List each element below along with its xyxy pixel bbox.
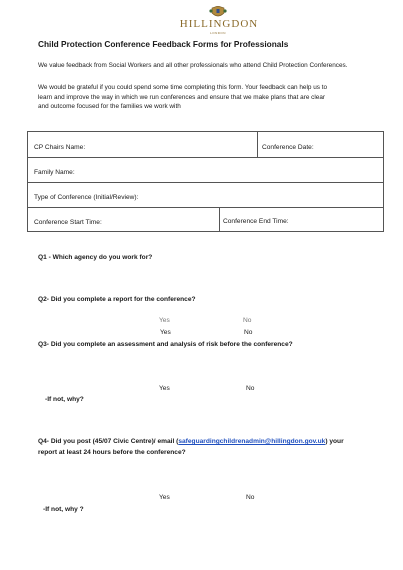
question-4-line-2: report at least 24 hours before the conference? xyxy=(38,449,186,456)
intro-text: We value feedback from Social Workers and all other professionals who attend Child Protection Conferences. xyxy=(38,62,348,69)
start-time-label: Conference Start Time: xyxy=(34,219,102,226)
q4-no-option[interactable]: No xyxy=(246,494,255,501)
para-line-2: learn and improve the way in which we run conferences and ensure that we make plans that are clear xyxy=(38,93,326,101)
q3-no-option[interactable]: No xyxy=(246,385,255,392)
table-row xyxy=(28,132,383,158)
q4-text-prefix: Q4- Did you post (45/07 Civic Centre)/ email ( xyxy=(38,438,179,445)
conference-date-label: Conference Date: xyxy=(262,144,314,151)
conference-type-label: Type of Conference (Initial/Review): xyxy=(34,194,139,201)
page-title: Child Protection Conference Feedback Forms for Professionals xyxy=(38,39,289,49)
q3-if-not-why: -If not, why? xyxy=(45,396,84,403)
q3-yes-option[interactable]: Yes xyxy=(159,385,170,392)
conference-details-table xyxy=(27,131,384,232)
table-divider xyxy=(219,208,220,232)
q4-yes-option[interactable]: Yes xyxy=(159,494,170,501)
q2-yes-option[interactable]: Yes xyxy=(159,317,170,324)
question-3: Q3- Did you complete an assessment and analysis of risk before the conference? xyxy=(38,341,293,348)
table-row xyxy=(28,208,383,232)
safeguarding-email-link[interactable]: safeguardingchildrenadmin@hillingdon.gov.uk xyxy=(178,438,326,445)
q4-if-not-why: -If not, why ? xyxy=(43,506,84,513)
logo-subtext: LONDON xyxy=(210,31,226,35)
question-2: Q2- Did you complete a report for the conference? xyxy=(38,296,196,303)
cp-chairs-name-label: CP Chairs Name: xyxy=(34,144,86,151)
q2-no-option-alt[interactable]: No xyxy=(244,329,253,336)
table-row xyxy=(28,183,383,208)
table-divider xyxy=(257,132,258,157)
table-row xyxy=(28,158,383,183)
question-4 xyxy=(38,438,344,445)
hillingdon-logo xyxy=(172,6,264,36)
para-line-3: and outcome focused for the families we work with xyxy=(38,103,181,111)
q4-text-suffix: ) your xyxy=(325,438,344,445)
family-name-label: Family Name: xyxy=(34,169,75,176)
end-time-label: Conference End Time: xyxy=(223,218,289,225)
question-1: Q1 - Which agency do you work for? xyxy=(38,254,153,261)
para-line-1: We would be grateful if you could spend some time completing this form. Your feedback can help us to xyxy=(38,84,328,91)
q2-yes-option-alt[interactable]: Yes xyxy=(160,329,171,336)
logo-wordmark: HILLINGDON xyxy=(179,18,259,30)
q2-no-option[interactable]: No xyxy=(243,317,252,324)
